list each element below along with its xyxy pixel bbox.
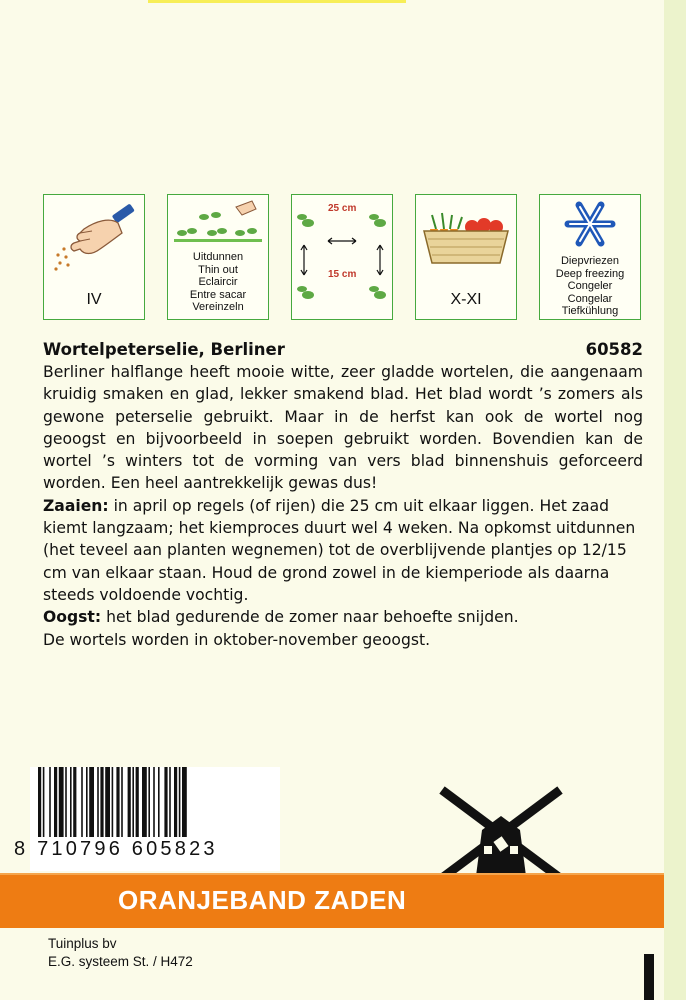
title-row: [43, 339, 643, 361]
right-edge-strip: [664, 0, 686, 1000]
barcode-bar: [148, 767, 150, 837]
harvest-label: Oogst:: [43, 608, 102, 627]
harvest-panel: [415, 194, 517, 320]
barcode-bar: [179, 767, 181, 837]
barcode-bar: [73, 767, 76, 837]
barcode-bar: [164, 767, 167, 837]
description-text: Berliner halflange heeft mooie witte, zeer gladde wortelen, die aangenaam kruidig smaken en glad, lekker smakend blad. Het blad wordt ’s zomers als gewone peterselie gebruikt. Maar in de herfst kan ook de wortel nog geoogst en bijvoorbeeld in soepen gebruikt worden. Bovendien kan de wortel ’s winters tot de vorming van vers blad binnenshuis geforceerd worden. Een heel aantrekkelijk gewas dus!: [43, 363, 643, 493]
harvest-basket-icon: [416, 201, 516, 281]
snowflake-icon: [540, 195, 640, 253]
freezing-caption: Diepvriezen Deep freezing Congeler Congelar Tiefkühlung: [555, 255, 625, 317]
harvest-paragraph: [43, 606, 643, 628]
barcode-bar: [128, 767, 131, 837]
sowing-text: in april op regels (of rijen) die 25 cm uit elkaar liggen. Het zaad kiemt langzaam; het kiemproces duurt wel 4 weken. Na opkomst uitdunnen (het teveel aan planten wegnemen) tot de overblijvende plantjes op 12/15 cm van elkaar staan. Houd de grond zowel in de kiemperiode als daarna steeds voldoende vochtig.: [43, 496, 636, 604]
barcode-bar: [153, 767, 155, 837]
barcode-bar: [70, 767, 72, 837]
barcode-bar: [182, 767, 187, 837]
barcode-bar: [105, 767, 110, 837]
barcode-bar: [100, 767, 103, 837]
sowing-label: Zaaien:: [43, 496, 109, 515]
harvest-text-2: De wortels worden in oktober-november geoogst.: [43, 630, 431, 649]
product-name: Wortelpeterselie, Berliner: [43, 340, 285, 359]
barcode-bar: [54, 767, 57, 837]
barcode-bar: [86, 767, 88, 837]
company-registration: E.G. systeem St. / H472: [48, 954, 193, 969]
sowing-hand-icon: [44, 199, 144, 279]
barcode-bar: [89, 767, 94, 837]
barcode-bars: [30, 767, 280, 837]
freezing-panel: [539, 194, 641, 320]
barcode-digits: 8 710796 605823: [14, 838, 218, 860]
product-code: 60582: [585, 340, 643, 359]
row-distance-label: 25 cm: [328, 203, 357, 214]
barcode-bar: [97, 767, 99, 837]
description-block: [43, 339, 643, 651]
brand-name: ORANJEBAND ZADEN: [118, 885, 407, 915]
windmill-logo-icon: [436, 786, 566, 876]
sowing-panel: [43, 194, 145, 320]
company-info: [48, 935, 193, 971]
barcode-bar: [136, 767, 139, 837]
thinning-panel: [167, 194, 269, 320]
barcode-bar: [158, 767, 160, 837]
harvest-text: het blad gedurende de zomer naar behoefte snijden.: [101, 608, 519, 627]
seedlings-icon: [168, 197, 268, 249]
barcode-bar: [132, 767, 134, 837]
barcode-bar: [49, 767, 51, 837]
plant-distance-label: 15 cm: [328, 269, 357, 280]
barcode-bar: [116, 767, 119, 837]
thinning-caption: Uitdunnen Thin out Eclaircir Entre sacar Vereinzeln: [189, 251, 247, 313]
edge-mark: [644, 954, 654, 1000]
sowing-month: IV: [86, 291, 102, 308]
barcode-bar: [59, 767, 64, 837]
icon-row: [43, 194, 643, 322]
harvest-months: X-XI: [450, 291, 482, 308]
barcode-bar: [38, 767, 41, 837]
sowing-paragraph: [43, 495, 643, 606]
spacing-panel: [291, 194, 393, 320]
barcode-bar: [174, 767, 177, 837]
barcode-bar: [65, 767, 67, 837]
top-edge-band: [148, 0, 406, 3]
barcode-bar: [121, 767, 123, 837]
barcode-bar: [142, 767, 147, 837]
barcode-bar: [169, 767, 171, 837]
barcode-bar: [81, 767, 83, 837]
barcode-bar: [112, 767, 114, 837]
company-name: Tuinplus bv: [48, 936, 117, 951]
barcode-bar: [43, 767, 45, 837]
